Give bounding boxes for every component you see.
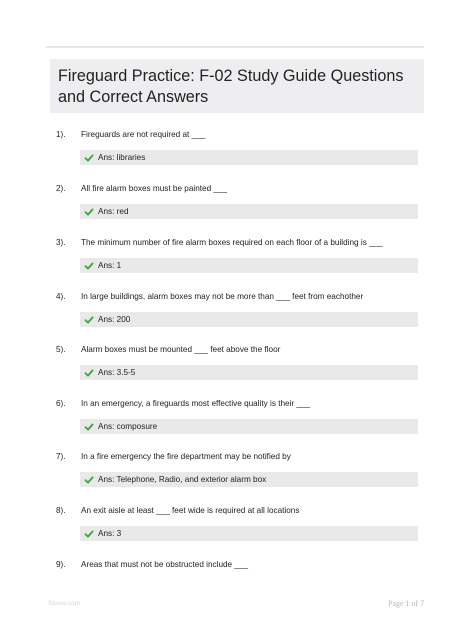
question-number: 4). [56, 292, 66, 301]
question-text: Alarm boxes must be mounted ___ feet above the floor [81, 345, 281, 354]
question-number: 8). [56, 506, 66, 515]
question-number: 5). [56, 345, 66, 354]
title-box [50, 59, 424, 113]
question-text: The minimum number of fire alarm boxes required on each floor of a building is ___ [81, 238, 383, 247]
check-icon [84, 529, 94, 539]
answer-box [80, 204, 418, 219]
question-text: In a fire emergency the fire department may be notified by [81, 452, 291, 461]
answer-text: Ans: 3.5-5 [98, 368, 136, 377]
answer-box [80, 312, 418, 327]
answer-box [80, 419, 418, 434]
question-text: In large buildings, alarm boxes may not be more than ___ feet from eachother [81, 292, 364, 301]
question-number: 9). [56, 560, 66, 569]
footer-site-watermark: Stuvia.com [48, 600, 81, 607]
question-text: An exit aisle at least ___ feet wide is required at all locations [81, 506, 300, 515]
page-indicator: Page 1 of 7 [388, 599, 425, 608]
top-divider [46, 46, 424, 48]
check-icon [84, 368, 94, 378]
answer-box [80, 365, 418, 380]
check-icon [84, 475, 94, 485]
answer-text: Ans: Telephone, Radio, and exterior alarm box [98, 475, 267, 484]
answer-text: Ans: 200 [98, 315, 131, 324]
question-number: 7). [56, 452, 66, 461]
check-icon [84, 207, 94, 217]
question-number: 3). [56, 238, 66, 247]
answer-text: Ans: red [98, 207, 129, 216]
question-number: 6). [56, 399, 66, 408]
answer-text: Ans: 1 [98, 261, 122, 270]
question-text: In an emergency, a fireguards most effective quality is their ___ [81, 399, 311, 408]
page-title: Fireguard Practice: F-02 Study Guide Questions and Correct Answers [58, 67, 404, 106]
check-icon [84, 422, 94, 432]
answer-text: Ans: 3 [98, 529, 122, 538]
answer-text: Ans: libraries [98, 153, 146, 162]
answer-box [80, 526, 418, 541]
question-text: Areas that must not be obstructed include ___ [81, 560, 249, 569]
question-text: Fireguards are not required at ___ [81, 130, 206, 139]
answer-box [80, 472, 418, 487]
question-text: All fire alarm boxes must be painted ___ [81, 184, 228, 193]
check-icon [84, 261, 94, 271]
answer-text: Ans: composure [98, 422, 158, 431]
question-number: 2). [56, 184, 66, 193]
answer-box [80, 258, 418, 273]
check-icon [84, 315, 94, 325]
answer-box [80, 150, 418, 165]
check-icon [84, 153, 94, 163]
question-number: 1). [56, 130, 66, 139]
